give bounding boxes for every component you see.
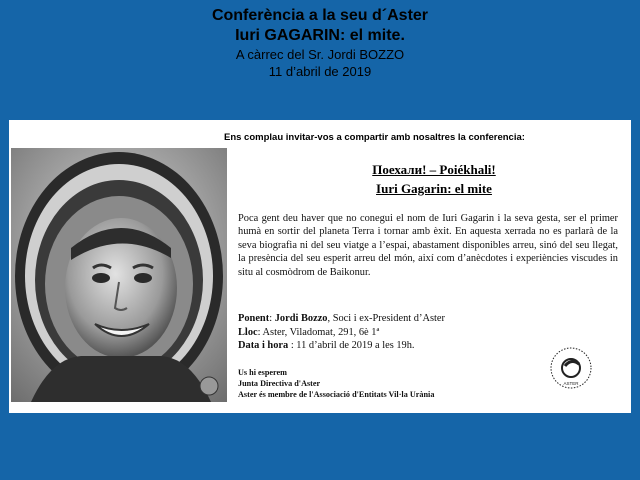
ponent-row: Ponent: Jordi Bozzo, Soci i ex-President d’Aster bbox=[238, 313, 445, 324]
signoff-line2: Junta Directiva d'Aster bbox=[238, 379, 321, 388]
lloc-row bbox=[238, 326, 598, 340]
signoff bbox=[238, 367, 558, 400]
lloc-value: : Aster, Viladomat, 291, 6è 1ª bbox=[257, 326, 380, 338]
event-details bbox=[238, 312, 598, 353]
gagarin-photo bbox=[11, 148, 227, 402]
invitation-intro: Ens complau invitar-vos a compartir amb nosaltres la conferencia: bbox=[224, 132, 525, 143]
ponent-name: Jordi Bozzo bbox=[274, 313, 328, 324]
seal-text: ASTER bbox=[563, 381, 579, 386]
header-title-line1: Conferència a la seu d´Aster bbox=[211, 7, 429, 24]
lecture-title bbox=[314, 160, 554, 198]
ponent-role: , Soci i ex-President d’Aster bbox=[327, 313, 445, 324]
page-header bbox=[0, 6, 640, 80]
header-speaker: A càrrec del Sr. Jordi BOZZO bbox=[235, 47, 405, 62]
data-label: Data i hora bbox=[238, 340, 289, 352]
astronaut-portrait bbox=[11, 148, 227, 402]
signoff-line1: Us hi esperem bbox=[238, 368, 287, 377]
invitation-card bbox=[9, 120, 631, 413]
lecture-title-line2: Iuri Gagarin: el mite bbox=[376, 181, 492, 196]
lecture-description: Poca gent deu haver que no conegui el nom de Iuri Gagarin i la seva gesta, ser el primer humà en sortir del planeta Terra i tornar amb èxit. En aquesta xerrada no es parlarà de la seva biografia ni del seu viatge a l’espai, abastament disponibles arreu, sinó del seu llegat, la presència del seu esperit arreu del món, així com d’anècdotes i experiències viscudes in situ al cosmòdrom de Baikonur. bbox=[238, 213, 618, 278]
header-title-line2: Iuri GAGARIN: el mite. bbox=[235, 27, 405, 44]
ponent-label: Ponent bbox=[238, 313, 270, 324]
aster-seal-logo bbox=[549, 346, 593, 390]
header-date: 11 d’abril de 2019 bbox=[268, 64, 372, 79]
lloc-label: Lloc bbox=[238, 326, 258, 338]
data-value: : 11 d’abril de 2019 a les 19h. bbox=[288, 340, 415, 352]
lecture-title-line1: Поехали! – Poiékhali! bbox=[372, 162, 496, 177]
signoff-line3: Aster és membre de l'Associació d'Entitats Vil·la Urània bbox=[238, 390, 435, 399]
data-row bbox=[238, 339, 598, 353]
